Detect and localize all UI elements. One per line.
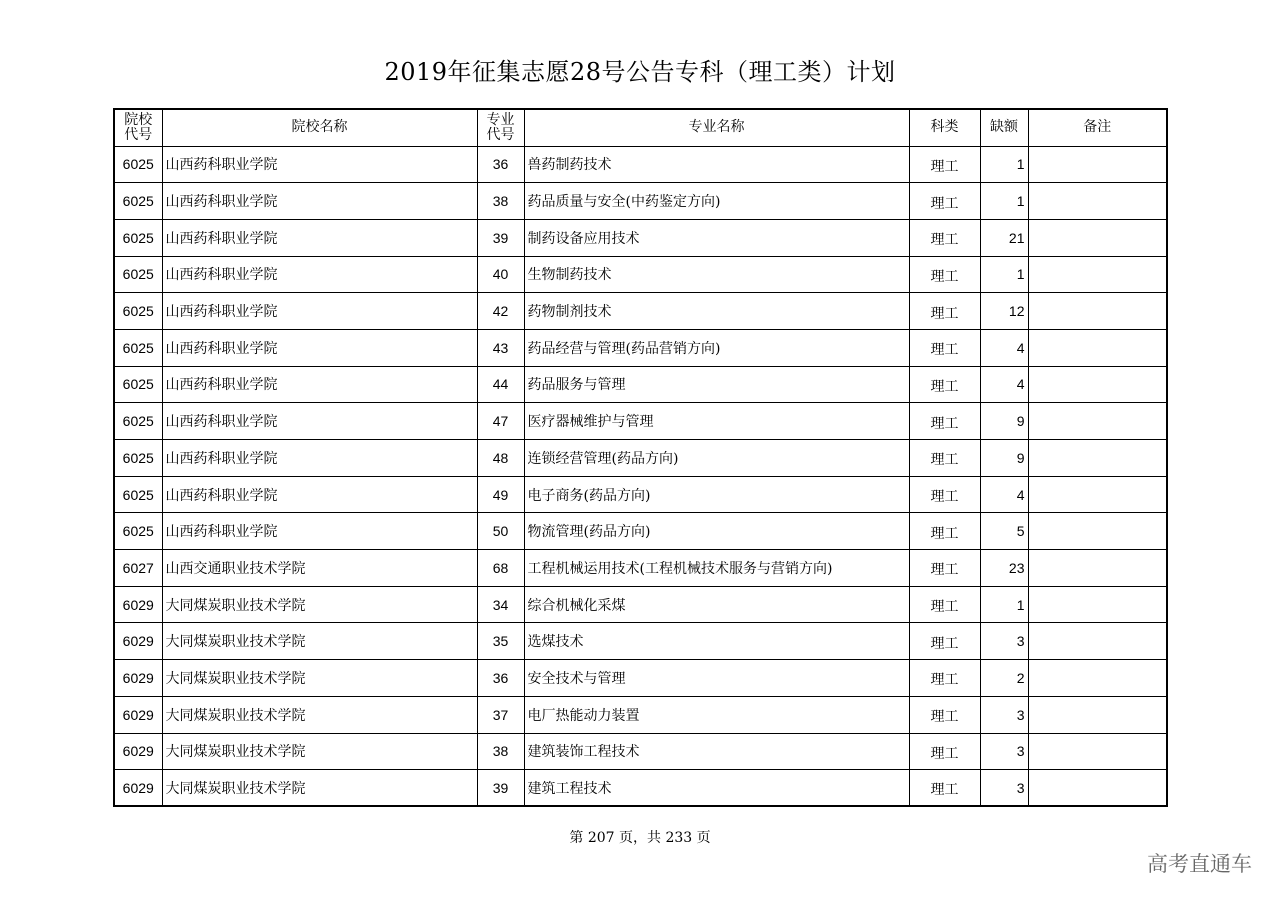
school-code-cell: 6025 [114,476,162,513]
school-name-cell: 山西药科职业学院 [162,256,477,293]
school-code-cell: 6029 [114,586,162,623]
category-cell: 理工 [909,513,980,550]
table-body [114,146,1167,806]
table-header [114,109,1167,146]
major-name-cell: 物流管理(药品方向) [524,513,909,550]
school-name-cell: 大同煤炭职业技术学院 [162,586,477,623]
school-name-cell: 山西药科职业学院 [162,366,477,403]
major-code-cell: 34 [477,586,524,623]
major-code-cell: 47 [477,403,524,440]
school-name-cell: 山西药科职业学院 [162,219,477,256]
remarks-cell [1028,366,1167,403]
table-row [114,256,1167,293]
remarks-cell [1028,183,1167,220]
major-code-cell: 49 [477,476,524,513]
school-code-cell: 6025 [114,403,162,440]
vacancy-cell: 3 [980,733,1028,770]
vacancy-cell: 9 [980,440,1028,477]
major-name-cell: 安全技术与管理 [524,660,909,697]
header-remarks: 备注 [1028,109,1167,146]
school-code-cell: 6025 [114,219,162,256]
remarks-cell [1028,513,1167,550]
table-row [114,770,1167,807]
school-code-cell: 6029 [114,696,162,733]
vacancy-cell: 4 [980,329,1028,366]
remarks-cell [1028,440,1167,477]
vacancy-cell: 2 [980,660,1028,697]
vacancy-cell: 1 [980,146,1028,183]
table-row [114,183,1167,220]
school-code-cell: 6025 [114,329,162,366]
vacancy-cell: 1 [980,256,1028,293]
major-code-cell: 35 [477,623,524,660]
school-name-cell: 山西药科职业学院 [162,183,477,220]
major-name-cell: 生物制药技术 [524,256,909,293]
table-row [114,623,1167,660]
category-cell: 理工 [909,660,980,697]
major-name-cell: 选煤技术 [524,623,909,660]
vacancy-cell: 12 [980,293,1028,330]
school-code-cell: 6025 [114,146,162,183]
vacancy-cell: 21 [980,219,1028,256]
school-name-cell: 山西药科职业学院 [162,329,477,366]
category-cell: 理工 [909,403,980,440]
major-code-cell: 39 [477,219,524,256]
remarks-cell [1028,733,1167,770]
school-name-cell: 大同煤炭职业技术学院 [162,770,477,807]
major-name-cell: 药品经营与管理(药品营销方向) [524,329,909,366]
category-cell: 理工 [909,733,980,770]
remarks-cell [1028,146,1167,183]
remarks-cell [1028,329,1167,366]
category-cell: 理工 [909,366,980,403]
vacancy-cell: 3 [980,770,1028,807]
major-name-cell: 建筑工程技术 [524,770,909,807]
remarks-cell [1028,696,1167,733]
major-name-cell: 医疗器械维护与管理 [524,403,909,440]
school-code-cell: 6029 [114,733,162,770]
school-name-cell: 山西药科职业学院 [162,403,477,440]
category-cell: 理工 [909,550,980,587]
school-name-cell: 山西药科职业学院 [162,513,477,550]
major-code-cell: 43 [477,329,524,366]
school-name-cell: 山西药科职业学院 [162,146,477,183]
header-school-code: 院校 代号 [114,109,162,146]
document-title: 2019年征集志愿28号公告专科（理工类）计划 [384,58,896,86]
category-cell: 理工 [909,770,980,807]
vacancy-cell: 4 [980,366,1028,403]
plan-table [113,108,1168,807]
table-row [114,513,1167,550]
major-code-cell: 68 [477,550,524,587]
school-code-cell: 6025 [114,256,162,293]
school-code-cell: 6029 [114,623,162,660]
category-cell: 理工 [909,219,980,256]
major-code-cell: 38 [477,183,524,220]
major-name-cell: 工程机械运用技术(工程机械技术服务与营销方向) [524,550,909,587]
school-name-cell: 山西药科职业学院 [162,476,477,513]
category-cell: 理工 [909,440,980,477]
header-school-name: 院校名称 [162,109,477,146]
table-row [114,329,1167,366]
major-name-cell: 药品质量与安全(中药鉴定方向) [524,183,909,220]
vacancy-cell: 23 [980,550,1028,587]
major-name-cell: 电子商务(药品方向) [524,476,909,513]
header-major-name: 专业名称 [524,109,909,146]
category-cell: 理工 [909,256,980,293]
school-code-cell: 6029 [114,770,162,807]
table-row [114,586,1167,623]
page-footer: 第 207 页，共 233 页 [569,830,711,846]
remarks-cell [1028,550,1167,587]
vacancy-cell: 1 [980,183,1028,220]
table-row [114,440,1167,477]
vacancy-cell: 3 [980,623,1028,660]
school-name-cell: 山西药科职业学院 [162,440,477,477]
remarks-cell [1028,219,1167,256]
major-code-cell: 48 [477,440,524,477]
category-cell: 理工 [909,696,980,733]
school-code-cell: 6025 [114,293,162,330]
vacancy-cell: 4 [980,476,1028,513]
major-name-cell: 电厂热能动力装置 [524,696,909,733]
major-code-cell: 37 [477,696,524,733]
major-name-cell: 综合机械化采煤 [524,586,909,623]
major-code-cell: 40 [477,256,524,293]
remarks-cell [1028,403,1167,440]
vacancy-cell: 9 [980,403,1028,440]
remarks-cell [1028,256,1167,293]
major-name-cell: 连锁经营管理(药品方向) [524,440,909,477]
header-row [114,109,1167,146]
major-code-cell: 36 [477,660,524,697]
major-name-cell: 药品服务与管理 [524,366,909,403]
table-row [114,403,1167,440]
major-code-cell: 44 [477,366,524,403]
major-name-cell: 药物制剂技术 [524,293,909,330]
category-cell: 理工 [909,476,980,513]
major-name-cell: 建筑装饰工程技术 [524,733,909,770]
school-name-cell: 大同煤炭职业技术学院 [162,660,477,697]
school-name-cell: 山西交通职业技术学院 [162,550,477,587]
remarks-cell [1028,623,1167,660]
vacancy-cell: 1 [980,586,1028,623]
table-row [114,733,1167,770]
major-code-cell: 39 [477,770,524,807]
school-code-cell: 6025 [114,183,162,220]
table-row [114,476,1167,513]
major-code-cell: 50 [477,513,524,550]
category-cell: 理工 [909,329,980,366]
header-major-code: 专业 代号 [477,109,524,146]
major-name-cell: 兽药制药技术 [524,146,909,183]
table-row [114,219,1167,256]
table-row [114,146,1167,183]
category-cell: 理工 [909,586,980,623]
category-cell: 理工 [909,293,980,330]
major-code-cell: 36 [477,146,524,183]
table-row [114,293,1167,330]
major-name-cell: 制药设备应用技术 [524,219,909,256]
major-code-cell: 38 [477,733,524,770]
remarks-cell [1028,293,1167,330]
school-code-cell: 6029 [114,660,162,697]
header-category: 科类 [909,109,980,146]
school-name-cell: 大同煤炭职业技术学院 [162,696,477,733]
category-cell: 理工 [909,623,980,660]
category-cell: 理工 [909,183,980,220]
remarks-cell [1028,586,1167,623]
vacancy-cell: 5 [980,513,1028,550]
school-name-cell: 大同煤炭职业技术学院 [162,623,477,660]
major-code-cell: 42 [477,293,524,330]
table-row [114,366,1167,403]
vacancy-cell: 3 [980,696,1028,733]
table-row [114,660,1167,697]
school-name-cell: 大同煤炭职业技术学院 [162,733,477,770]
remarks-cell [1028,476,1167,513]
school-code-cell: 6027 [114,550,162,587]
remarks-cell [1028,660,1167,697]
remarks-cell [1028,770,1167,807]
table-row [114,696,1167,733]
watermark: 高考直通车 [1147,852,1252,876]
school-name-cell: 山西药科职业学院 [162,293,477,330]
header-vacancy: 缺额 [980,109,1028,146]
school-code-cell: 6025 [114,513,162,550]
school-code-cell: 6025 [114,366,162,403]
table-row [114,550,1167,587]
category-cell: 理工 [909,146,980,183]
school-code-cell: 6025 [114,440,162,477]
